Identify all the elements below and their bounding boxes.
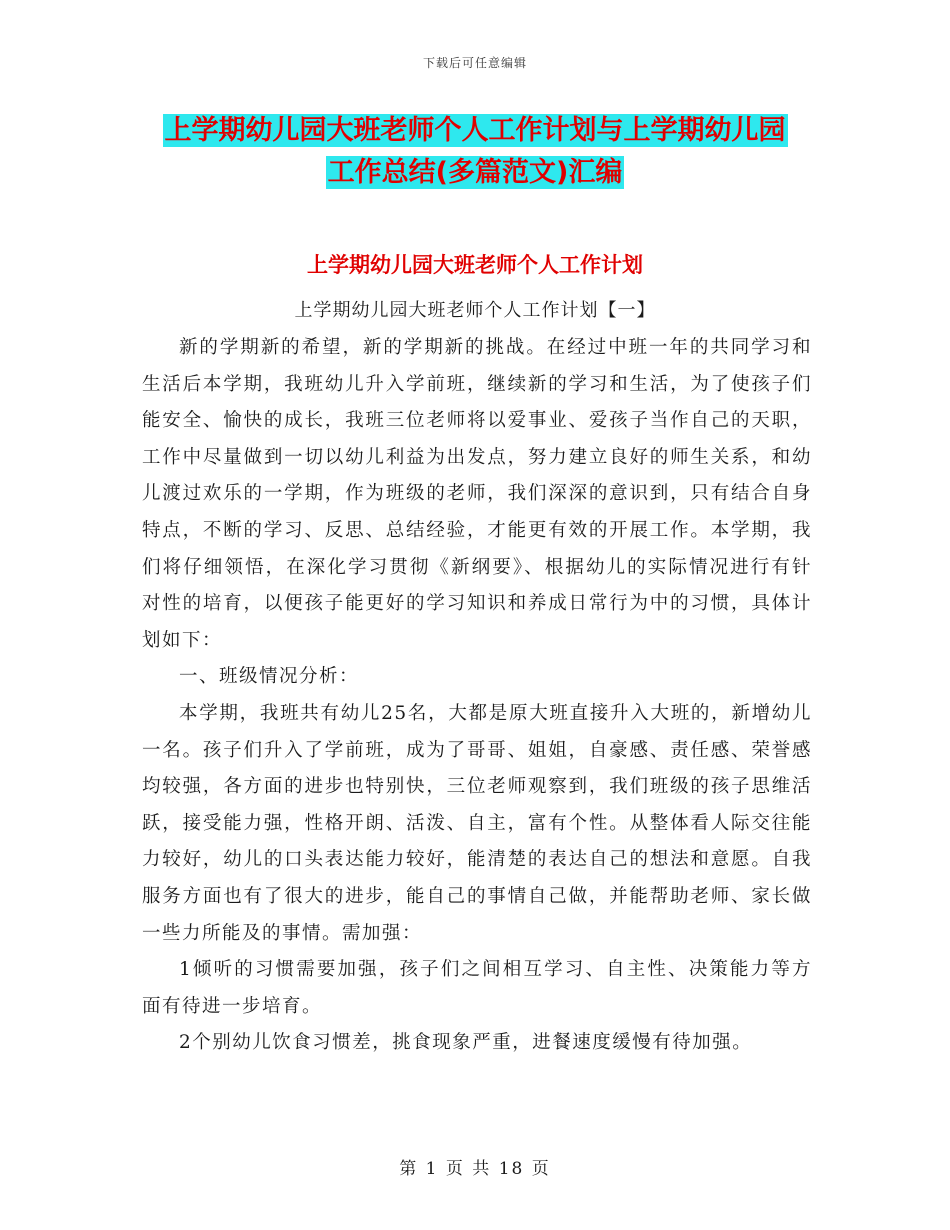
title-highlight-1: 上学期幼儿园大班老师个人工作计划与上学期幼儿园 [164,115,786,146]
header-note: 下载后可任意编辑 [422,56,527,70]
paragraph: 一、班级情况分析： [179,666,360,688]
body-text [142,330,812,1062]
paragraph: 2个别幼儿饮食习惯差，挑食现象严重，进餐速度缓慢有待加强。 [179,1032,753,1054]
section-title: 上学期幼儿园大班老师个人工作计划 [307,253,643,277]
subheading: 上学期幼儿园大班老师个人工作计划【一】 [294,300,656,321]
paragraph: 1倾听的习惯需要加强，孩子们之间相互学习、自主性、决策能力等方面有待进一步培育。 [142,959,812,1017]
paragraph: 本学期，我班共有幼儿25名，大都是原大班直接升入大班的，新增幼儿一名。孩子们升入了学前班，成为了哥哥、姐姐，自豪感、责任感、荣誉感均较强，各方面的进步也特别快，三位老师观察到，我们班级的孩子思维活跃，接受能力强，性格开朗、活泼、自主，富有个性。从整体看人际交往能力较好，幼儿的口头表达能力较好，能清楚的表达自己的想法和意愿。自我服务方面也有了很大的进步，能自己的事情自己做，并能帮助老师、家长做一些力所能及的事情。需加强： [142,702,812,944]
page-footer: 第 1 页 共 18 页 [399,1159,551,1179]
document-title-line-2 [140,158,810,188]
paragraph: 新的学期新的希望，新的学期新的挑战。在经过中班一年的共同学习和生活后本学期，我班幼儿升入学前班，继续新的学习和生活，为了使孩子们能安全、愉快的成长，我班三位老师将以爱事业、爱孩子当作自己的天职，工作中尽量做到一切以幼儿利益为出发点，努力建立良好的师生关系，和幼儿渡过欢乐的一学期，作为班级的老师，我们深深的意识到，只有结合自身特点，不断的学习、反思、总结经验，才能更有效的开展工作。本学期，我们将仔细领悟，在深化学习贯彻《新纲要》、根据幼儿的实际情况进行有针对性的培育，以便孩子能更好的学习知识和养成日常行为中的习惯，具体计划如下： [142,337,812,651]
document-title-line-1 [140,116,810,146]
title-highlight-2: 工作总结(多篇范文)汇编 [327,157,623,188]
